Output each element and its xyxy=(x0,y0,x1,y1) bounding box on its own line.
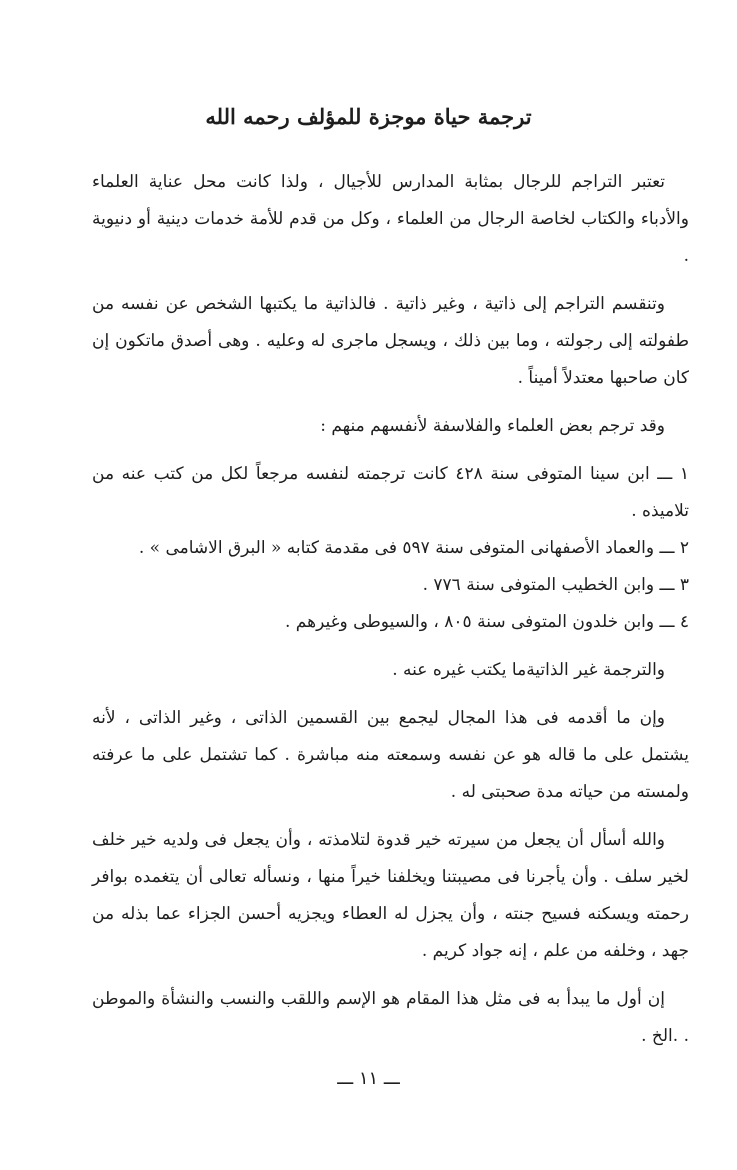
list-item-ibn-sina: ١ ـــ ابن سينا المتوفى سنة ٤٢٨ كانت ترجمته لنفسه مرجعاً لكل من كتب عنه من تلاميذه . xyxy=(92,464,690,521)
paragraph-prayer: والله أسأل أن يجعل من سيرته خير قدوة لتلامذته ، وأن يجعل فى ولديه خير خلف لخير سلف . وأن يأجرنا فى مصيبتنا ويخلفنا خيراً منها ، ونسأله تعالى أن يتغمده بوافر رحمته ويسكنه فسيح جنته ، وأن يجزل له العطاء ويجزيه أحسن الجزاء عما بذله من جهد ، وخلفه من علم ، إنه جواد كريم . xyxy=(92,830,689,961)
paragraph-types: وتنقسم التراجم إلى ذاتية ، وغير ذاتية . فالذاتية ما يكتبها الشخص عن نفسه من طفولته إلى رجولته ، وما بين ذلك ، ويسجل ماجرى له وعليه . وهى أصدق ماتكون إن كان صاحبها معتدلاً أميناً . xyxy=(92,294,689,388)
list-item-ibn-khatib: ٣ ـــ وابن الخطيب المتوفى سنة ٧٧٦ . xyxy=(422,575,689,595)
paragraph-list-intro: وقد ترجم بعض العلماء والفلاسفة لأنفسهم منهم : xyxy=(320,416,665,436)
page-number: ـــ ١١ ـــ xyxy=(337,1068,400,1089)
paragraph-intro: تعتبر التراجم للرجال بمثابة المدارس للأجيال ، ولذا كانت محل عناية العلماء والأدباء والكتاب لخاصة الرجال من العلماء ، وكل من قدم للأمة خدمات دينية أو دنيوية . xyxy=(92,172,689,266)
list-item-ibn-khaldun: ٤ ـــ وابن خلدون المتوفى سنة ٨٠٥ ، والسيوطى وغيرهم . xyxy=(285,612,689,632)
paragraph-start: إن أول ما يبدأ به فى مثل هذا المقام هو الإسم واللقب والنسب والنشأة والموطن . .الخ . xyxy=(92,989,689,1046)
list-item-isfahani: ٢ ـــ والعماد الأصفهانى المتوفى سنة ٥٩٧ فى مقدمة كتابه « البرق الاشامى » . xyxy=(138,538,689,558)
paragraph-combined: وإن ما أقدمه فى هذا المجال ليجمع بين القسمين الذاتى ، وغير الذاتى ، لأنه يشتمل على ما قاله هو عن نفسه وسمعته منه مباشرة . كما تشتمل على ما عرفته ولمسته من حياته مدة صحبتى له . xyxy=(92,708,689,802)
page-title: ترجمة حياة موجزة للمؤلف رحمه الله xyxy=(205,104,532,129)
body-text xyxy=(92,164,689,1066)
paragraph-non-self: والترجمة غير الذاتيةما يكتب غيره عنه . xyxy=(392,660,665,680)
